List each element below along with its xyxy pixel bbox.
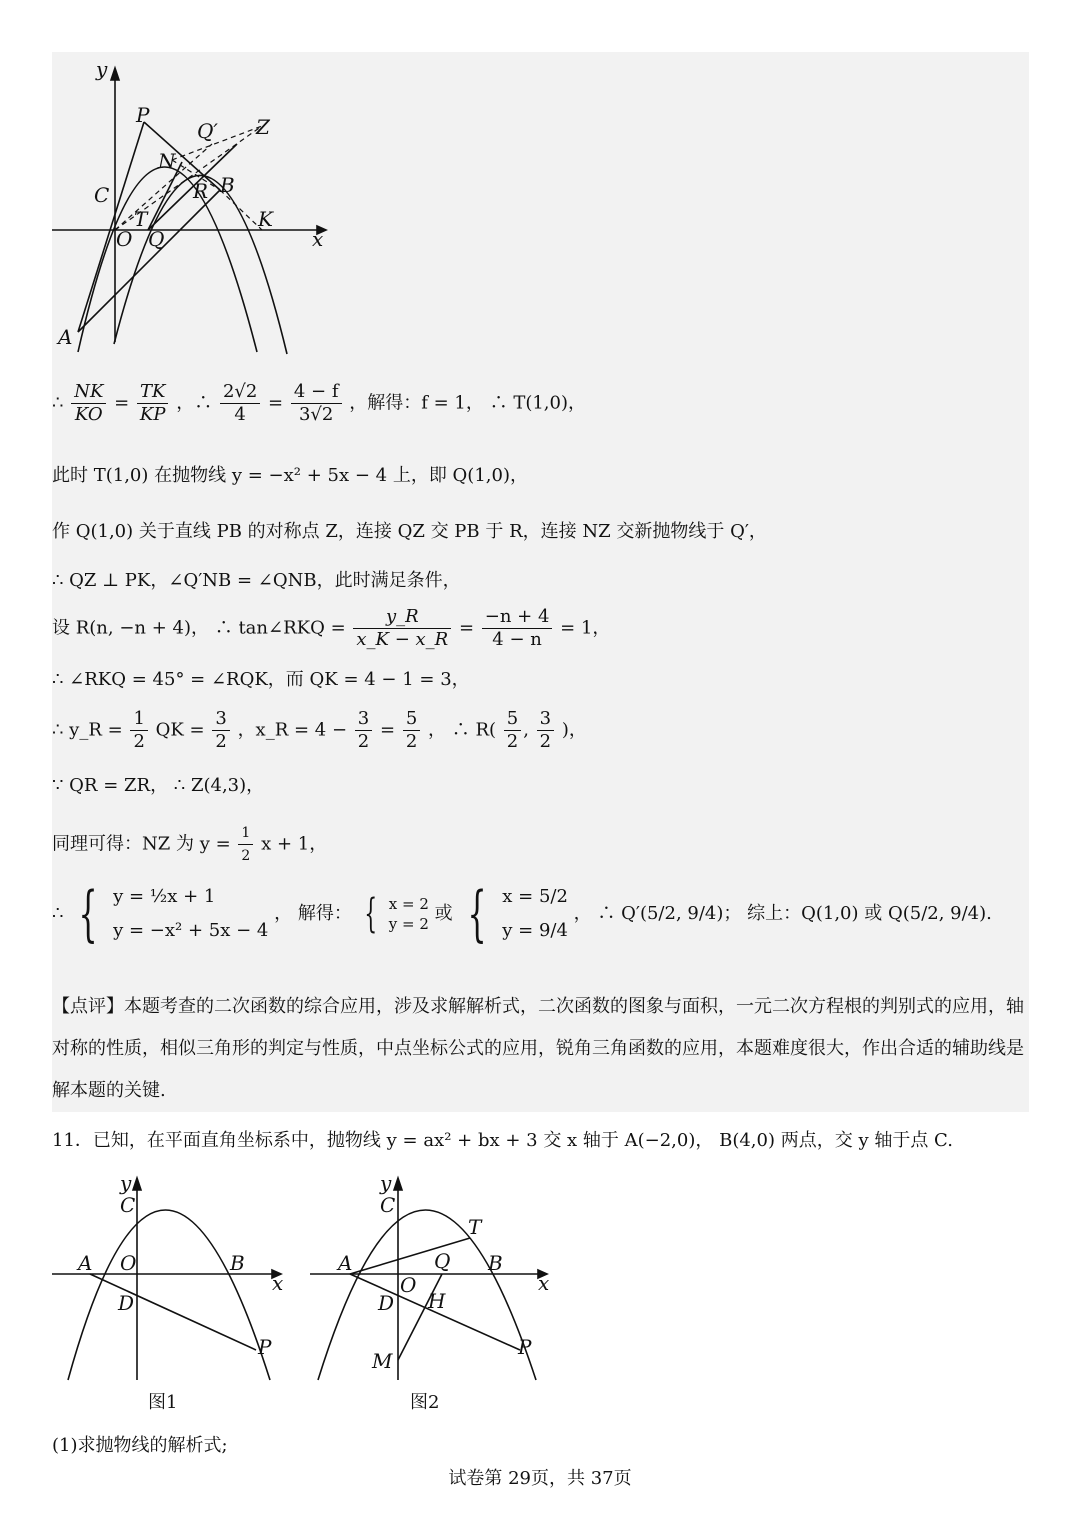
frac3-den: 4 (234, 404, 246, 425)
brace-sol2: { (467, 879, 487, 949)
fig2-label-D: D (378, 1291, 395, 1315)
fig1-label-A: A (78, 1251, 93, 1275)
fig-main-label-Z: Z (256, 115, 270, 139)
l7-f3-num: 3 (355, 708, 372, 731)
l7-f3-den: 2 (357, 731, 370, 752)
l7-text-g: )， (561, 719, 587, 741)
l10-or: 或 (434, 903, 453, 924)
fig2-label-P: P (518, 1335, 532, 1359)
frac-nk-ko (71, 381, 106, 426)
comment-paragraph: 【点评】本题考查的二次函数的综合应用，涉及求解解析式，二次函数的图象与面积，一元二次方程根的判别式的应用，轴对称的性质，相似三角形的判定与性质，中点坐标公式的应用，锐角三角函数的应用，本题难度很大，作出合适的辅助线是解本题的关键. (52, 996, 1024, 1101)
sol1-y: y = 2 (388, 915, 429, 933)
fig2-label-M: M (372, 1349, 393, 1373)
frac4-den: 3√2 (298, 404, 334, 425)
fig2-label-H: H (428, 1289, 446, 1313)
l7-f5-num: 5 (504, 708, 521, 731)
solution-line-8: ∵ QR = ZR， ∴ Z(4,3)， (52, 775, 265, 796)
solution-line-4: ∴ QZ ⊥ PK，∠Q′NB = ∠QNB，此时满足条件， (52, 570, 461, 591)
fig-main-label-x: x (312, 227, 324, 251)
l5-frac1-den: x_K − x_R (356, 629, 449, 650)
brace-left: { (78, 879, 98, 949)
l7-text-a: ∴ y_R = (52, 719, 123, 741)
question-1: (1)求抛物线的解析式; (52, 1435, 228, 1456)
frac-yr (353, 606, 451, 651)
l1-text-c: ，解得：f = 1， ∴ T(1,0)， (349, 392, 586, 414)
l7-f1-den: 2 (133, 731, 145, 752)
fig1-caption: 图1 (148, 1392, 178, 1413)
frac1-num: NK (71, 381, 106, 404)
fig1-label-x: x (272, 1271, 284, 1295)
fig1-label-B: B (230, 1251, 245, 1275)
l5-frac2-num: −n + 4 (482, 606, 553, 629)
l7-f4-den: 2 (405, 731, 418, 752)
l5-frac2-den: 4 − n (492, 629, 542, 650)
fig1-label-D: D (118, 1291, 135, 1315)
figure-1 (52, 1170, 292, 1385)
l7-f6-den: 2 (539, 731, 552, 752)
l7-frac4 (403, 708, 420, 753)
solution-line-10 (52, 880, 992, 948)
fig2-label-x: x (538, 1271, 550, 1295)
l7-f4-num: 5 (403, 708, 420, 731)
frac2-num: TK (137, 381, 169, 404)
fig-main-label-K: K (258, 207, 273, 231)
brace-sol1: { (363, 891, 377, 937)
solution-line-3: 作 Q(1,0) 关于直线 PB 的对称点 Z，连接 QZ 交 PB 于 R，连接 NZ 交新抛物线于 Q′， (52, 521, 767, 542)
solution-line-2: 此时 T(1,0) 在抛物线 y = −x² + 5x − 4 上，即 Q(1,0)， (52, 465, 528, 486)
l10-text-c: ， ∴ Q′(5/2, 9/4)； 综上：Q(1,0) 或 Q(5/2, 9/4). (573, 903, 992, 924)
fig2-label-B: B (488, 1251, 503, 1275)
fig-main-label-A: A (58, 325, 73, 349)
solution-line-5: 设 R(n, −n + 4)， ∴ tan∠RKQ = $\frac{y\_R}{x\_K - x\_R}$ = $\frac{-n + 4}{4 - n}$ = 1， (52, 606, 611, 650)
system-eq-2: y = −x² + 5x − 4 (113, 920, 269, 941)
fig-main-label-T: T (134, 207, 148, 231)
fig2-label-T: T (468, 1215, 482, 1239)
l9-frac (238, 822, 253, 867)
solution-line-9 (52, 822, 327, 867)
l7-frac2 (212, 708, 229, 753)
l9-text-b: x + 1， (261, 833, 328, 855)
l7-text-d: = (379, 719, 396, 741)
l10-text-b: ， 解得： (274, 903, 352, 924)
figure-parabolas (52, 52, 342, 362)
fig-main-label-C: C (94, 183, 110, 207)
l9-f-num: 1 (238, 822, 253, 845)
fig1-label-C: C (120, 1193, 136, 1217)
fig-main-label-O: O (116, 227, 133, 251)
page-footer: 试卷第 29页，共 37页 (448, 1468, 632, 1489)
fig-main-label-Q: Q (148, 227, 165, 251)
solution-line-6: ∴ ∠RKQ = 45° = ∠RQK，而 QK = 4 − 1 = 3， (52, 669, 470, 690)
fig2-label-O: O (400, 1273, 417, 1297)
l9-text-a: 同理可得：NZ 为 y = (52, 833, 231, 855)
solution-line-1: ∴ $\frac{NK}{KO}$ = $\frac{TK}{KP}$ ，∴ $\frac{2√2}{4}$ = $\frac{4 - f}{3√2}$ ，解得：f = 1， ∴ T(1,0)， (52, 381, 586, 425)
frac-tk-kp (137, 381, 169, 426)
fig-main-label-B: B (220, 173, 235, 197)
solution-set-2 (502, 880, 568, 948)
frac-n4 (482, 606, 553, 651)
frac-4f-3r2 (291, 381, 342, 426)
sol2-y: y = 9/4 (502, 920, 568, 941)
l7-text-e: ， ∴ R( (428, 719, 497, 741)
l7-text-c: ，x_R = 4 − (237, 719, 348, 741)
l9-f-den: 2 (241, 848, 251, 864)
frac3-num: 2√2 (220, 381, 260, 404)
l10-text-a: ∴ (52, 903, 64, 924)
l5-text-a: 设 R(n, −n + 4)， ∴ tan∠RKQ = (52, 617, 346, 639)
fig1-label-P: P (258, 1335, 272, 1359)
fig-main-label-y: y (96, 57, 108, 81)
fig2-caption: 图2 (410, 1392, 440, 1413)
fig-main-label-N: N (158, 149, 176, 173)
l7-text-b: QK = (155, 719, 205, 741)
l5-frac1-num: y_R (353, 606, 451, 629)
fig1-label-y: y (120, 1171, 132, 1195)
frac2-den: KP (139, 404, 166, 425)
l7-f2-num: 3 (212, 708, 229, 731)
l5-text-b: = 1， (560, 617, 611, 639)
frac-2r2-4 (220, 381, 260, 426)
system-equations (113, 880, 268, 948)
fig2-label-A: A (338, 1251, 353, 1275)
l7-frac6 (537, 708, 554, 753)
solution-set-1 (389, 894, 429, 934)
fig-main-label-R: R (193, 179, 209, 203)
fig-main-label-Qprime: Q′ (197, 119, 218, 143)
fig2-label-C: C (380, 1193, 396, 1217)
sol2-x: x = 5/2 (502, 886, 568, 907)
figure-2 (310, 1170, 560, 1385)
l7-frac1 (130, 708, 147, 753)
l7-frac3 (355, 708, 372, 753)
solution-line-7: ∴ y_R = $\frac{1}{2}$ QK = $\frac{3}{2}$ ，x_R = 4 − $\frac{3}{2}$ = $\frac{5}{2}$ ， ∴ R( $\frac{5}{2}$ , $\frac{3}{2}$ )， (52, 708, 587, 752)
l1-text-a: ∴ (52, 392, 64, 414)
l7-f6-num: 3 (537, 708, 554, 731)
fig1-label-O: O (120, 1251, 137, 1275)
frac1-den: KO (74, 404, 103, 425)
l7-f5-den: 2 (506, 731, 519, 752)
system-eq-1: y = ½x + 1 (113, 886, 216, 907)
sol1-x: x = 2 (388, 895, 429, 913)
frac4-num: 4 − f (291, 381, 342, 404)
l7-frac5 (504, 708, 521, 753)
fig2-label-y: y (380, 1171, 392, 1195)
l7-f1-num: 1 (130, 708, 147, 731)
l1-text-b: ，∴ (176, 392, 213, 414)
l7-f2-den: 2 (215, 731, 227, 752)
fig2-label-Q: Q (434, 1249, 451, 1273)
fig-main-label-P: P (136, 103, 150, 127)
problem-11-statement: 11．已知，在平面直角坐标系中，抛物线 y = ax² + bx + 3 交 x 轴于 A(−2,0)， B(4,0) 两点，交 y 轴于点 C. (52, 1130, 953, 1151)
